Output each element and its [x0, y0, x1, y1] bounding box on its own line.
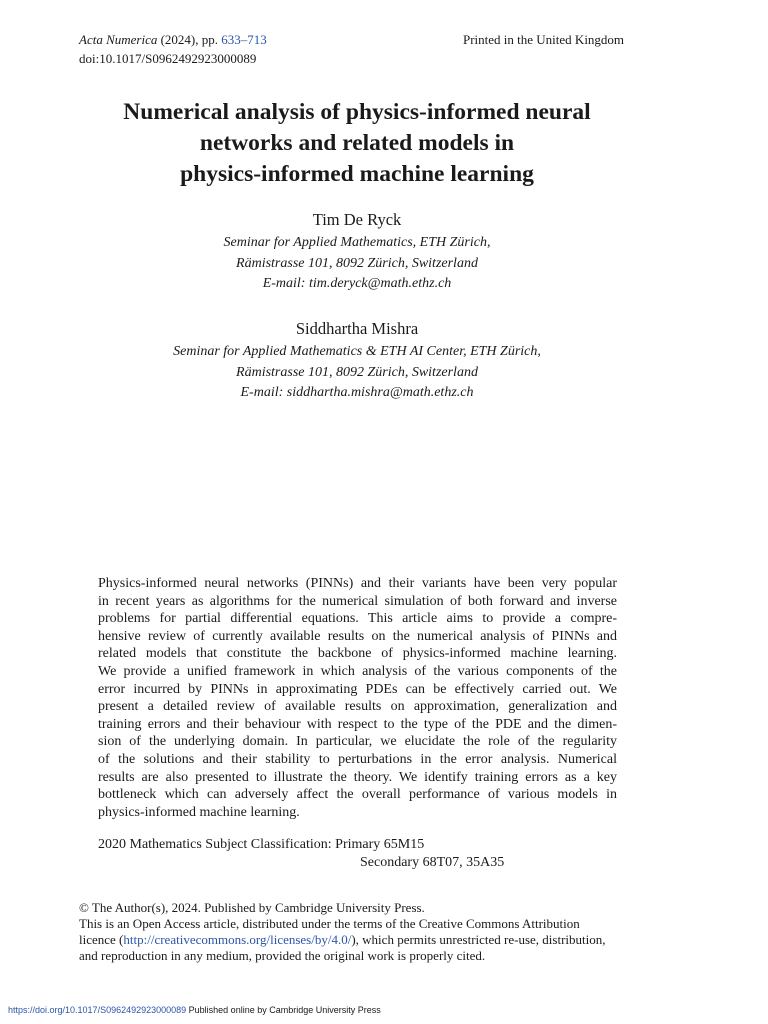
license-line: This is an Open Access article, distributed under the terms of the Creative Commons Attribution [79, 916, 580, 931]
abstract-line: present a detailed review of available results on approximation, generalization and [98, 699, 617, 715]
affiliation-line: Seminar for Applied Mathematics & ETH AI Center, ETH Zürich, [173, 344, 541, 359]
author-name: Tim De Ryck [312, 210, 402, 229]
abstract-line: error incurred by PINNs in approximating PDEs can be effectively carried out. We [98, 681, 617, 697]
abstract-line: results are also presented to illustrate the theory. We identify training errors as a key [98, 769, 617, 785]
abstract [98, 575, 617, 821]
printed-note: Printed in the United Kingdom [463, 32, 625, 47]
license-link[interactable]: http://creativecommons.org/licenses/by/4.0/ [123, 932, 352, 947]
msc-primary: 2020 Mathematics Subject Classification: Primary 65M15 [98, 837, 425, 852]
abstract-line: hensive review of currently available results on the numerical analysis of PINNs and [98, 628, 617, 644]
abstract-line: of the solutions and their stability to perturbations in the error analysis. Numerical [98, 751, 617, 767]
journal-citation [79, 32, 267, 48]
author-block-2 [60, 318, 654, 404]
abstract-line: We provide a unified framework in which analysis of the various components of the [98, 663, 617, 679]
title-line: networks and related models in [199, 130, 515, 156]
journal-year: (2024), [160, 32, 199, 47]
msc-secondary: Secondary 68T07, 35A35 [360, 855, 505, 870]
doi-text: doi:10.1017/S0962492923000089 [79, 51, 257, 66]
author-email: E-mail: tim.deryck@math.ethz.ch [262, 276, 452, 291]
copyright-notice [79, 900, 639, 964]
license-line: and reproduction in any medium, provided the original work is properly cited. [79, 948, 486, 963]
affiliation-line: Rämistrasse 101, 8092 Zürich, Switzerland [236, 255, 478, 271]
abstract-line: sion of the underlying domain. In particular, we elucidate the role of the regularity [98, 734, 617, 750]
author-name: Siddhartha Mishra [295, 319, 419, 338]
author-block-1 [60, 209, 654, 295]
paper-title [60, 97, 654, 190]
footer-doi-link[interactable]: https://doi.org/10.1017/S0962492923000089 [8, 1005, 187, 1015]
affiliation-line: Seminar for Applied Mathematics, ETH Zürich, [223, 235, 491, 250]
license-text: ), which permits unrestricted re-use, distribution, [351, 932, 606, 947]
author-email: E-mail: siddhartha.mishra@math.ethz.ch [240, 385, 474, 400]
title-line: physics-informed machine learning [180, 161, 534, 187]
abstract-line: physics-informed machine learning. [98, 804, 300, 820]
abstract-line: in recent years as algorithms for the numerical simulation of both forward and inverse [98, 593, 617, 609]
journal-name: Acta Numerica [79, 32, 158, 47]
abstract-line: bottleneck which can adversely affect the overall performance of various models in [98, 787, 617, 803]
pages-link[interactable]: 633–713 [221, 32, 267, 47]
pages-label: pp. [201, 32, 219, 47]
page-footer [8, 1004, 381, 1016]
license-line-with-link [79, 932, 639, 948]
abstract-line: problems for partial differential equations. This article aims to provide a compre- [98, 611, 617, 627]
footer-published: Published online by Cambridge University Press [186, 1005, 381, 1015]
abstract-line: Physics-informed neural networks (PINNs) and their variants have been very popular [98, 576, 617, 591]
abstract-line: training errors and their behaviour with respect to the type of the PDE and the dimen- [98, 716, 617, 732]
affiliation-line: Rämistrasse 101, 8092 Zürich, Switzerland [236, 364, 478, 380]
copyright-line: © The Author(s), 2024. Published by Cambridge University Press. [79, 900, 425, 915]
abstract-line: related models that constitute the backbone of physics-informed machine learning. [98, 646, 617, 662]
license-text: licence ( [79, 932, 124, 947]
title-line: Numerical analysis of physics-informed neural [123, 99, 591, 125]
